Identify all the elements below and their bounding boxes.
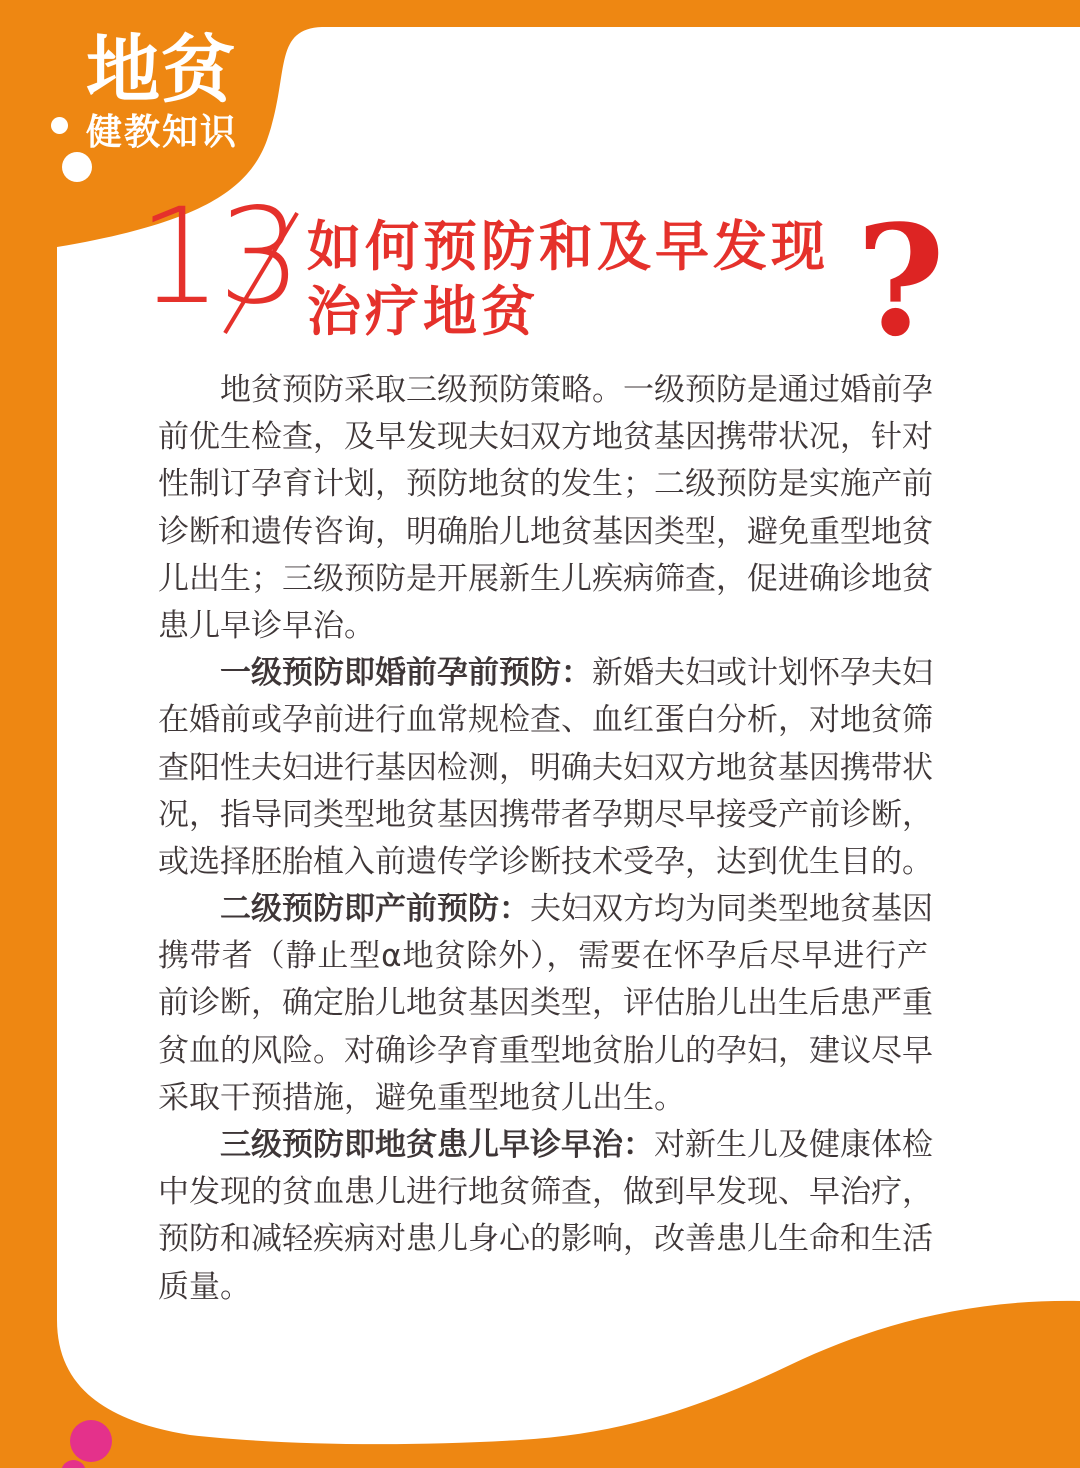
body-line: 三级预防即地贫患儿早诊早治：对新生儿及健康体检 xyxy=(220,1127,933,1163)
paragraph-lead: 二级预防即产前预防： xyxy=(220,891,530,928)
body-line: 二级预防即产前预防：夫妇双方均为同类型地贫基因 xyxy=(220,891,933,928)
body-line: 在婚前或孕前进行血常规检查、血红蛋白分析，对地贫筛 xyxy=(158,702,933,739)
body-line: 贫血的风险。对确诊孕育重型地贫胎儿的孕妇，建议尽早 xyxy=(158,1032,933,1069)
body-line: 儿出生；三级预防是开展新生儿疾病筛查，促进确诊地贫 xyxy=(158,560,933,597)
body-line: 中发现的贫血患儿进行地贫筛查，做到早发现、早治疗， xyxy=(158,1174,933,1211)
paragraph-lead: 一级预防即婚前孕前预防： xyxy=(220,655,592,692)
body-line: 采取干预措施，避免重型地贫儿出生。 xyxy=(158,1079,685,1116)
logo-subtitle: 健教知识 xyxy=(86,112,239,153)
body-line: 携带者（静止型α地贫除外），需要在怀孕后尽早进行产 xyxy=(158,938,928,975)
question-mark-glyph: ? xyxy=(856,191,946,370)
body-line: 前优生检查，及早发现夫妇双方地贫基因携带状况，针对 xyxy=(158,419,933,456)
lesson-number: 13 xyxy=(138,180,298,334)
body-line: 质量。 xyxy=(158,1268,251,1305)
body-line: 患儿早诊早治。 xyxy=(158,607,375,644)
body-line: 地贫预防采取三级预防策略。一级预防是通过婚前孕 xyxy=(220,372,933,408)
logo-title: 地贫 xyxy=(86,27,236,113)
paragraph-lead: 三级预防即地贫患儿早诊早治： xyxy=(220,1127,654,1163)
body-line: 或选择胚胎植入前遗传学诊断技术受孕，达到优生目的。 xyxy=(158,843,933,880)
body-line: 预防和减轻疾病对患儿身心的影响，改善患儿生命和生活 xyxy=(158,1221,933,1258)
series-logo xyxy=(86,27,239,153)
decorative-dot-large xyxy=(62,152,92,182)
page-title xyxy=(307,214,829,344)
body-line: 查阳性夫妇进行基因检测，明确夫妇双方地贫基因携带状 xyxy=(158,749,933,786)
body-line: 一级预防即婚前孕前预防：新婚夫妇或计划怀孕夫妇 xyxy=(220,655,933,692)
body-line: 诊断和遗传咨询，明确胎儿地贫基因类型，避免重型地贫 xyxy=(158,513,933,550)
decorative-dot-small xyxy=(51,117,68,134)
page-title-line1: 如何预防和及早发现 xyxy=(307,215,829,278)
page-title-line2: 治疗地贫 xyxy=(307,280,539,343)
body-text xyxy=(158,367,933,1311)
body-line: 前诊断，确定胎儿地贫基因类型，评估胎儿出生后患严重 xyxy=(158,985,933,1022)
body-line: 况，指导同类型地贫基因携带者孕期尽早接受产前诊断， xyxy=(158,796,933,833)
body-line: 性制订孕育计划，预防地贫的发生；二级预防是实施产前 xyxy=(158,466,933,503)
decorative-pink-dot-large xyxy=(70,1420,112,1462)
